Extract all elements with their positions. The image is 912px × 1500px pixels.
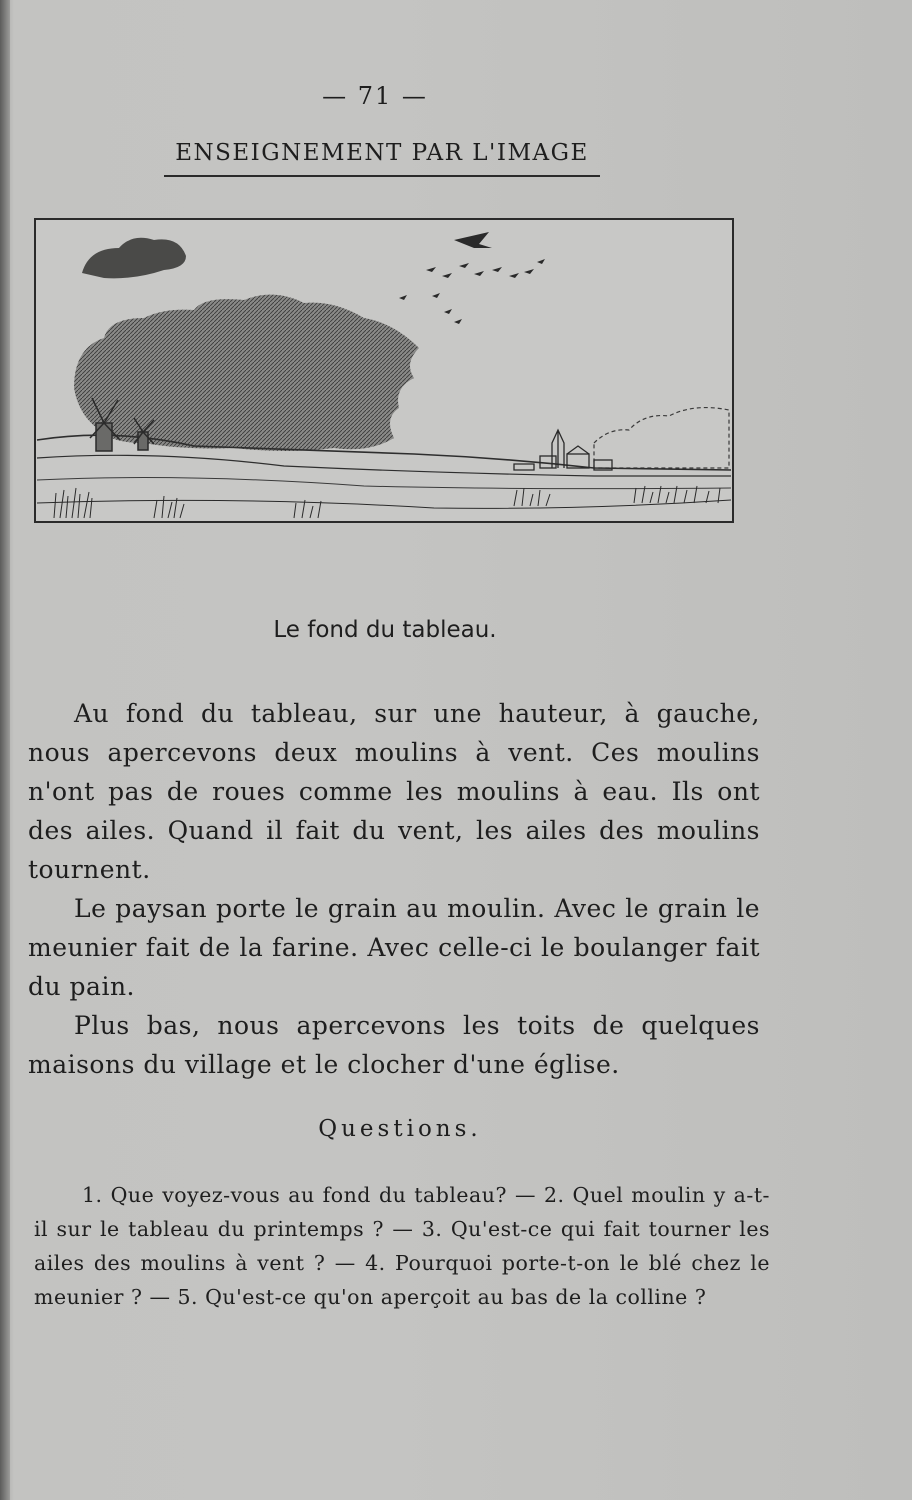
book-spine-shadow [0,0,10,1500]
paragraph: Au fond du tableau, sur une hauteur, à gauche, nous apercevons deux moulins à vent. Ces moulins n'ont pas de roues comme les moulins à eau. Ils ont des ailes. Quand il fait du vent, les ailes des moulins tournent. [28,699,760,884]
chapter-header: ENSEIGNEMENT PAR L'IMAGE [175,140,589,166]
paragraph: Le paysan porte le grain au moulin. Avec le grain le meunier fait de la farine. Avec celle-ci le boulanger fait du pain. [28,894,760,1001]
body-text [28,694,760,1084]
section-subtitle: Le fond du tableau. [273,617,497,643]
page-number: — 71 — [322,82,428,110]
questions-list: 1. Que voyez-vous au fond du tableau? — 2. Quel moulin y a-t-il sur le tableau du printemps ? — 3. Qu'est-ce qui fait tourner les ailes des moulins à vent ? — 4. Pourquoi porte-t-on le blé chez le meunier ? — 5. Qu'est-ce qu'on aperçoit au bas de la colline ? [34,1183,770,1309]
header-underline [164,175,600,177]
landscape-illustration [34,218,734,523]
paragraph: Plus bas, nous apercevons les toits de quelques maisons du village et le clocher d'une église. [28,1011,760,1079]
questions-heading: Questions. [318,1116,482,1142]
